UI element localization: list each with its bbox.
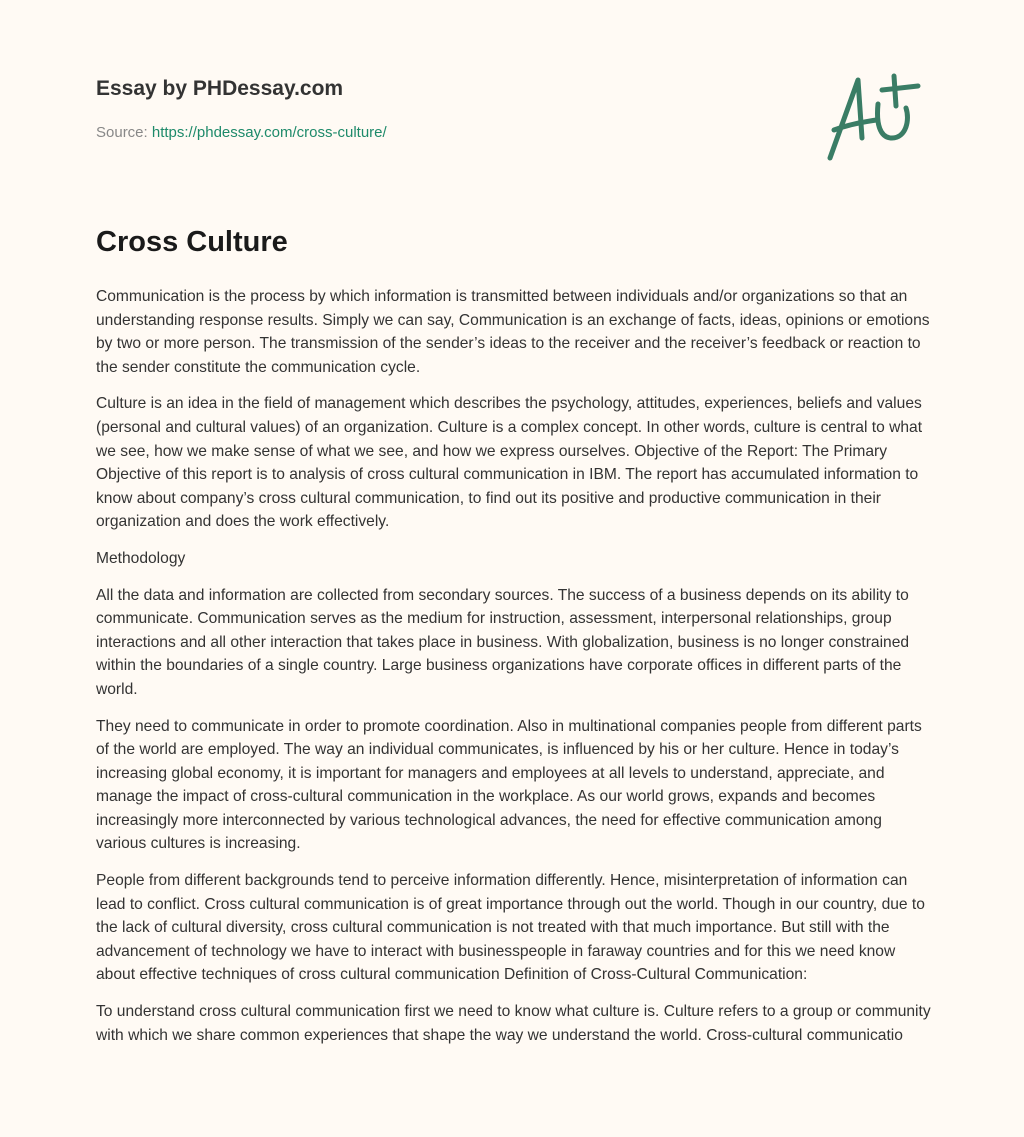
paragraph: Communication is the process by which information is transmitted between individuals and/or organizations so that an understanding response results. Simply we can say, Communication is an exchange of facts, ideas, opinions or emotions by two or more person. The transmission of the sender’s ideas to the receiver and the receiver’s feedback or reaction to the sender constitute the communication cycle.: [96, 288, 930, 376]
article-body: [96, 285, 932, 1060]
source-line: [96, 124, 387, 141]
paragraph: People from different backgrounds tend to perceive information differently. Hence, misinterpretation of information can lead to conflict. Cross cultural communication is of great importance through out the world. Though in our country, due to the lack of cultural diversity, cross cultural communication is not treated with that much importance. But still with the advancement of technology we have to interact with businesspeople in faraway countries and for this we need know about effective techniques of cross cultural communication Definition of Cross-Cultural Communication:: [96, 872, 925, 984]
source-label: Source:: [96, 124, 148, 141]
paragraph: To understand cross cultural communication first we need to know what culture is. Culture refers to a group or community with which we share common experiences that shape the way we understand the world. Cross-cultural communicatio: [96, 1003, 931, 1044]
a-plus-logo-icon: [820, 68, 930, 168]
section-heading: Methodology: [96, 549, 186, 567]
paragraph: All the data and information are collected from secondary sources. The success of a business depends on its ability to communicate. Communication serves as the medium for instruction, assessment, interpersonal relationships, group interactions and all other interaction that takes place in business. With globalization, business is no longer constrained within the boundaries of a single country. Large business organizations have corporate offices in different parts of the world.: [96, 586, 910, 698]
source-link[interactable]: https://phdessay.com/cross-culture/: [151, 124, 387, 141]
paragraph: Culture is an idea in the field of management which describes the psychology, attitudes, experiences, beliefs and values (personal and cultural values) of an organization. Culture is a complex concept. In other words, culture is central to what we see, how we make sense of what we see, and how we express ourselves. Objective of the Report: The Primary Objective of this report is to analysis of cross cultural communication in IBM. The report has accumulated information to know about company’s cross cultural communication, to find out its positive and productive communication in their organization and does the work effectively.: [96, 395, 923, 531]
article-title: Cross Culture: [96, 226, 288, 258]
site-title: Essay by PHDessay.com: [96, 77, 344, 100]
paragraph: They need to communicate in order to promote coordination. Also in multinational companies people from different parts of the world are employed. The way an individual communicates, is influenced by his or her culture. Hence in today’s increasing global economy, it is important for managers and employees at all levels to understand, appreciate, and manage the impact of cross-cultural communication in the workplace. As our world grows, expands and becomes increasingly more interconnected by various technological advances, the need for effective communication among various cultures is increasing.: [96, 717, 922, 853]
